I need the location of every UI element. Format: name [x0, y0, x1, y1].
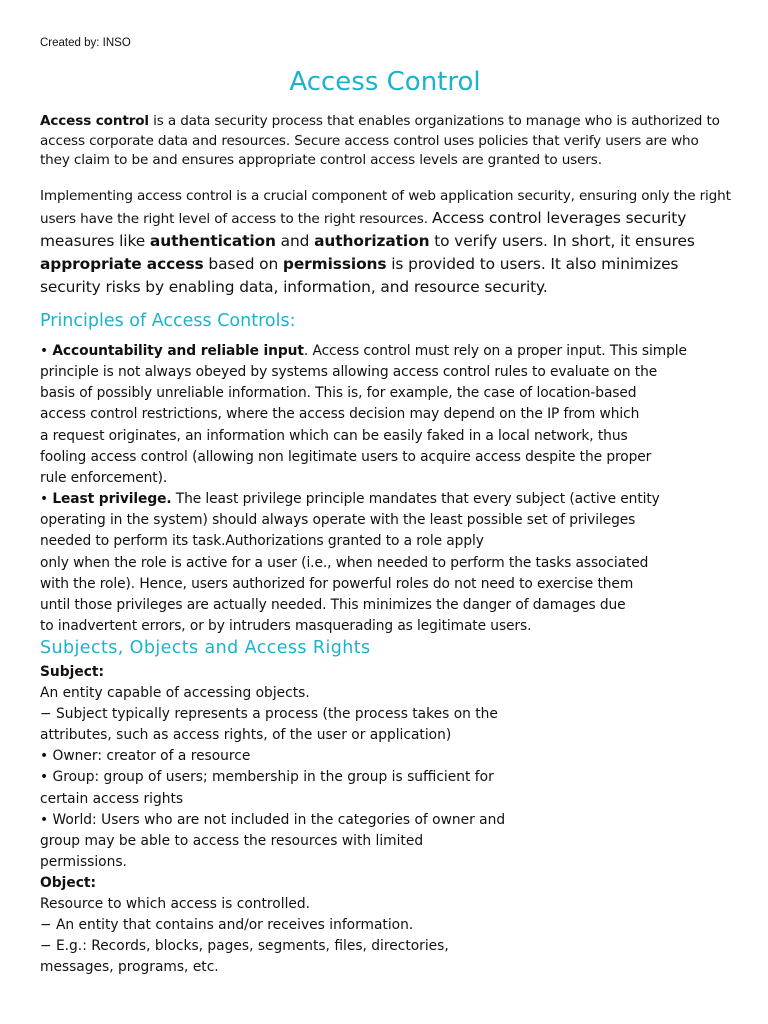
principle-2-line: to inadvertent errors, or by intruders masquerading as legitimate users.: [40, 618, 532, 635]
principle-2-title: Least privilege.: [52, 491, 172, 508]
principle-2-line: with the role). Hence, users authorized for powerful roles do not need to exercise them: [40, 575, 634, 592]
bullet: •: [40, 343, 53, 359]
object-line: − E.g.: Records, blocks, pages, segments, files, directories,: [40, 938, 449, 955]
principle-1-line: principle is not always obeyed by systems allowing access control rules to evaluate on the: [40, 364, 658, 381]
object-line: messages, programs, etc.: [40, 959, 219, 976]
intro-paragraph-2: [40, 186, 732, 299]
subjects-section: [40, 662, 600, 978]
bullet: •: [40, 491, 53, 508]
intro-bold-access-control: Access control: [40, 113, 149, 129]
object-label: Object:: [40, 874, 96, 891]
principle-1-line: fooling access control (allowing non legitimate users to acquire access despite the proper: [40, 448, 652, 465]
intro-p1-text: is a data security process that enables organizations to manage who is authorized to access corporate data and resources. Secure access control uses policies that verify users are who they claim to be and ensures appropriate control access levels are granted to users.: [40, 113, 720, 169]
subject-line: • World: Users who are not included in the categories of owner and: [40, 811, 506, 828]
principle-1-first-line: [40, 341, 740, 362]
principles-heading: Principles of Access Controls:: [40, 311, 296, 331]
object-line: − An entity that contains and/or receives information.: [40, 917, 414, 934]
principle-1-title: Accountability and reliable input: [52, 343, 304, 359]
subject-line: • Group: group of users; membership in the group is sufficient for: [40, 769, 494, 786]
subject-line: permissions.: [40, 853, 127, 870]
principle-1-text: . Access control must rely on a proper input. This simple: [303, 343, 687, 359]
intro-paragraph-1: [40, 112, 732, 171]
intro-p2-text-c: and: [275, 232, 315, 250]
intro-p2-text-b: Access control leverages security measures like: [40, 209, 687, 250]
principle-1-line: basis of possibly unreliable information. This is, for example, the case of location-based: [40, 385, 637, 402]
intro-p2-text-f: is provided to users. It also minimizes security risks by enabling data, information, and resource security.: [40, 255, 679, 296]
principles-section: [40, 341, 740, 637]
created-by-label: Created by: INSO: [40, 37, 131, 49]
principle-1-line: access control restrictions, where the access decision may depend on the IP from which: [40, 406, 640, 423]
intro-p2-text-e: based on: [203, 255, 283, 273]
subject-label: Subject:: [40, 664, 105, 680]
principle-2-line: needed to perform its task.Authorizations granted to a role apply: [40, 533, 484, 550]
principle-2-text: The least privilege principle mandates that every subject (active entity: [171, 491, 660, 508]
subject-line: • Owner: creator of a resource: [40, 748, 251, 765]
principle-1-line: a request originates, an information which can be easily faked in a local network, thus: [40, 427, 628, 444]
subject-line: − Subject typically represents a process (the process takes on the: [40, 706, 498, 723]
object-line: Resource to which access is controlled.: [40, 896, 311, 913]
principle-2-line: only when the role is active for a user (i.e., when needed to perform the tasks associated: [40, 554, 649, 571]
principle-2-line: operating in the system) should always operate with the least possible set of privileges: [40, 512, 636, 529]
subjects-heading: Subjects, Objects and Access Rights: [40, 638, 371, 658]
page-title: Access Control: [289, 67, 481, 97]
subject-line: group may be able to access the resources with limited: [40, 832, 424, 849]
subject-line: attributes, such as access rights, of the user or application): [40, 727, 452, 744]
intro-bold-appropriate-access: appropriate access: [40, 255, 204, 273]
intro-p2-text-d: to verify users. In short, it ensures: [429, 232, 695, 250]
subject-line: An entity capable of accessing objects.: [40, 685, 310, 702]
subject-line: certain access rights: [40, 790, 184, 807]
principle-2-line: until those privileges are actually needed. This minimizes the danger of damages due: [40, 596, 626, 613]
intro-p2-text-a: Implementing access control is a crucial component of web application security, ensuring only the right users have the right level of access to the right resources.: [40, 188, 731, 227]
intro-bold-permissions: permissions: [282, 255, 387, 273]
intro-bold-authentication: authentication: [149, 232, 276, 250]
principle-2-first-line: [40, 489, 740, 510]
intro-bold-authorization: authorization: [314, 232, 430, 250]
principle-1-line: rule enforcement).: [40, 469, 168, 486]
